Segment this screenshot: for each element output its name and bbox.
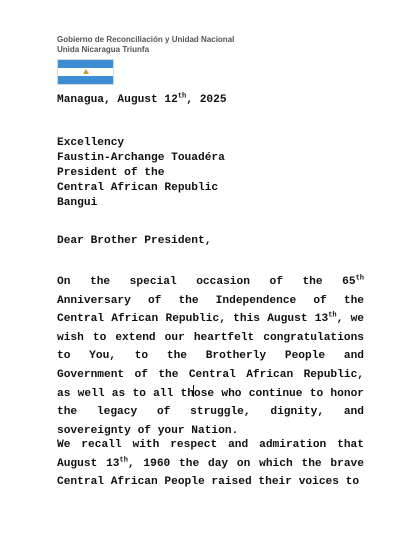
recipient-line: Central African Republic bbox=[57, 182, 219, 194]
recipient-line: President of the bbox=[57, 167, 165, 179]
recipient-line: Bangui bbox=[57, 197, 98, 209]
body-paragraph: On the special occasion of the 65th Anniversary of the Independence of the Central African Republic, this August 13th, we wish to extend our heartfelt congratulations to You, to the Brotherly People and Government of the Central African Republic, as well as to all those who continue to honor the legacy of struggle, dignity, and sovereignty of your Nation. bbox=[57, 274, 364, 437]
letter-date: Managua, August 12th, 2025 bbox=[57, 92, 227, 106]
salutation: Dear Brother President, bbox=[57, 235, 212, 247]
body-paragraph: We recall with respect and admiration that August 13th, 1960 the day on which the brave Central African People raised their voices to bbox=[57, 439, 364, 489]
nicaragua-flag-icon bbox=[57, 59, 114, 85]
letterhead bbox=[57, 35, 234, 55]
government-name: Gobierno de Reconciliación y Unidad Nacional bbox=[57, 35, 235, 44]
coat-of-arms-icon bbox=[83, 69, 89, 74]
recipient-line: Faustin-Archange Touadéra bbox=[57, 152, 225, 164]
government-slogan: Unida Nicaragua Triunfa bbox=[57, 45, 150, 54]
recipient-line: Excellency bbox=[57, 137, 125, 149]
